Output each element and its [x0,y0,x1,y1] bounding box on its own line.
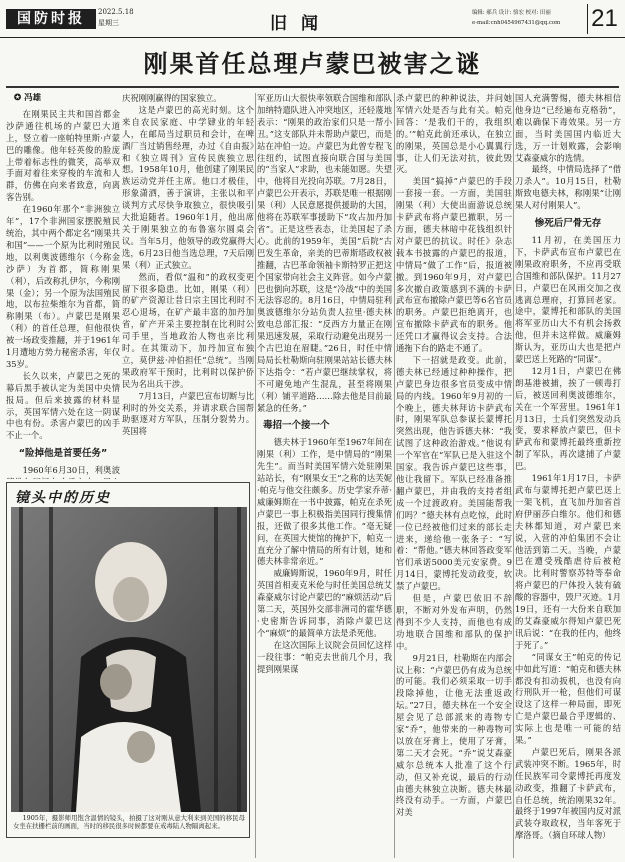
editor-credits: 编辑: 郝兵 设计: 骆宏 校对: 田丽 [472,10,551,16]
column-divider [255,93,256,858]
article-column-2 [122,93,254,479]
paragraph: 这是卢蒙巴的高光时刻。这个来自农民家庭、中学肄业的年轻人，在邮局当过职员和会计，在啤酒厂当过销售经理，办过《自由报》和《独立周刊》宣传民族独立思想。1958年10月，他创建了刚果民族运动党并任主席。他口才极佳，形象潇洒，善于演讲，主张以和平谈判方式尽快争取独立，很快吸引大批追随者。1960年1月，他出席关于刚果独立的布鲁塞尔圆桌会议。当年5月，他领导的政党赢得大选，6月23日他当选总理，7天后刚果（利）正式独立。 [122,104,254,270]
paragraph: 在这次国际上议院会员回忆这样一段往事：“帕克去世前几个月，我提到刚果谋 [257,639,392,674]
article-headline: 刚果首任总理卢蒙巴被害之谜 [143,50,482,78]
section-title: 旧闻 [270,14,332,34]
article-column-1 [6,93,120,479]
photo-caption: 1905年，摄影师用饱含温情的镜头，拍摄了这对刚从意大利来到美国的移民母女坐在扶栅栏前的画面，当时的移民很多时候都要在戒毒陆人物隔离起来。 [13,814,245,831]
masthead [0,0,625,38]
editor-email: e-mail:cnh0454967431@qq.com [472,20,561,26]
paragraph: 但是，卢蒙巴依旧不辞职，不断对外发布声明，仍然得到不少人支持，而他也有成功地联合国维和部队的保护中。 [396,593,512,651]
paragraph: 威廉姆斯说，1960年9月，时任英国首相麦克米伦与时任美国总统艾森豪威尔讨论卢蒙巴的“麻烦活动”后第二天，英国外交部非洲司的霍华德·史密斯告诉同事，消除卢蒙巴这个“麻烦”的最简单方法是杀死他。 [257,568,392,638]
paragraph: 7月13日，卢蒙巴宣布切断与比利时的外交关系，并请求联合国帮助驱逐对方军队，压制分裂势力。英国将 [122,390,254,437]
column-divider [513,93,514,858]
issue-date: 2022.5.18 [98,8,134,16]
paragraph: 1961年1月17日，卡萨武布与蒙博托把卢蒙巴送上一架飞机，直飞加丹加省首府伊丽莎白维尔。他们和德夫林都知道，对卢蒙巴来说，入营的冲伯集团不会让他活到第二天。当晚，卢蒙巴在遭受残酷虐待后被枪决。比利时警察苏特等奉命将卢蒙巴的尸体投入装有硫酸的容器中，毁尸灭迹。1月19日，还有一大份来自联加的艾森豪威尔得知卢蒙巴死讯后说：“在我的任内，他终于死了。” [515,473,621,650]
paragraph: 杀卢蒙巴的种种说法，并问她军情六处是否与此有关。帕克回答：‘是我们干的，我组织的。’”帕克此前还承认，在独立的刚果，英国总是小心翼翼行事，让人们无法对抗，彼此毁灭。 [396,93,512,175]
mother-daughter-photo-illustration [11,507,247,812]
paragraph: 9月21日，杜勒斯在内部会议上称：“卢蒙巴仍有成为总统的可能。我们必须采取一切手段除掉他，让他无法重返政坛。”27日，德夫林在一个安全屋会见了总部派来的毒物专家“乔”，他带来的一种毒物可以放在牙膏上，使用了牙膏，第二天才会死。“乔”说艾森豪威尔总统本人批准了这个行动，但又补充说，最后的行动由德夫林独立决断。德夫林最终没有动手。一方面，卢蒙巴对美 [396,652,512,818]
paragraph: “同谋女王”帕克的传记中如此写道：“帕克和德夫林都没有扣动扳机，也没有向行刑队开一枪，但他们可谋设这了这样一种局面，即死亡是卢蒙巴最合乎逻辑的、实际上也是唯一可能的结果。” [515,651,621,746]
paragraph: 庆祝刚刚赢得的国家独立。 [122,93,222,103]
subheading: “险掉他是首要任务” [18,448,108,460]
paragraph: 德夫林于1960年至1967年间在刚果（利）工作，是中情局的“刚果先生”。而当时美国军情六处驻刚果站站长，有“刚果女王”之称的达芙妮·帕克与他交往颇多。历史学家乔蒂·威廉姆斯在一书中披露，帕克在杀死卢蒙巴一事上积极指美国同行搜集情报，还做了很多其他工作。“毫无疑问，在英国大使馆的掩护下，帕克一直充分了解中情局的所有计划，她和德夫林非常亲近。” [257,437,392,567]
paragraph: 1960年6月30日，利奥波 [22,465,120,476]
page-number: 21 [587,4,621,34]
newspaper-logo: 国防时报 [6,9,96,29]
article-column-4 [396,93,512,858]
article-column-5 [515,93,621,858]
historical-photo [11,507,247,812]
subheading: 毒招一个接一个 [263,420,330,432]
article-column-3 [257,93,392,858]
history-photo-box [6,482,250,838]
issue-weekday: 星期三 [98,19,119,27]
paragraph: 卢蒙巴死后，刚果各派武装冲突不断。1965年，时任民族军司令蒙博托再度发动政变，推翻了卡萨武布，自任总统，统治刚果32年。最终于1997年被国内反对派武装夺取政权，当年客死于摩洛哥。（摘自环球人物） [515,746,621,841]
paragraph: 11月初，在美国压力下，卡萨武布宣布卢蒙巴在刚果政府职务，不应再受联合国维和部队保护。11月27日，卢蒙巴在风雨交加之夜逃离总理府，打算回老家。途中，蒙博托和部队的美国将军亚历山大不有机会扬救他，但并未这样做。威廉姆斯认为，亚历山大也是把卢蒙巴送上死路的“同谋”。 [515,234,621,365]
paragraph: 下一招就是政变。此前，德夫林已经通过种种操作，把卢蒙巴身边很多官员变成中情局的内线。1960年9月初的一个晚上，德夫林拜访卡萨武布时，刚果军队总参谋长蒙博托突然出现，他告诉德夫林：“我试图了这种政治游戏。”他说有一个军官在“军队已是入驻这个国家。我告诉卢蒙巴这些事，他让我留下。军队已经准备推翻卢蒙巴，并由我的支持者组成一个过渡政府。美国能帮我们吗？”德夫林有点吃惊，此时一位已经被他们过来的部长走进来，递给他一张条子：“写着：“帮他。”德夫林回答政变军官们承诺5000美元安家费。9月14日，蒙博托发动政变，软禁了卢蒙巴。 [396,354,512,592]
paragraph: 最终，中情局选择了“借刀杀人”。10月15日，杜勒斯致电德夫林，称刚果“让刚果人对付刚果人”。 [515,164,621,211]
photo-section-title: 镜头中的历史 [15,490,111,506]
paragraph: 在1960年那个“非洲独立年”，17个非洲国家摆脱殖民统治，其中两个都定名“刚果共和国”——一个原为比利时殖民地，以利奥波德维尔（今称金沙萨）为首都，简称刚果（利），后改称扎伊尔，今称刚果（金）；另一个原为法国殖民地，以布拉柴维尔为首都，简称刚果（布）。卢蒙巴是刚果（利）的首任总理，但他很快被一场政变推翻，并于1961年1月遭地方势力秘密杀害，年仅35岁。 [6,204,120,369]
paragraph: 长久以来，卢蒙巴之死的幕后黑手被认定为美国中央情报局。但后来披露的材料显示，英国军情六处在这一阴谋中也有份。杀害卢蒙巴的凶手不止一个。 [6,370,120,441]
headline-divider [6,86,619,88]
paragraph: 美国“搞掉”卢蒙巴的手段一套接一套。一方面，美国驻刚果（利）大使出面游说总统卡萨武布将卢蒙巴撤职，另一方面，德夫林暗中花钱组织针对卢蒙巴的抗议。时任》杂志载本书披露的卢蒙巴的报道，中情局“做了工作”后，报道被撤。到1960年9月，对卢蒙巴多次撤自政策感到不满的卡萨武布宣布撤除卢蒙巴等6名官员的职务。卢蒙巴拒绝离开，也宣布撤除卡萨武布的职务。他还凭口才赢得议会支持。合法通拖下台的路走不通了。 [396,176,512,354]
paragraph: 军亚历山大很快率领联合国维和部队加纳特遣队进入冲突地区，还轻蔑地表示：“刚果的政治家们只是一帮小丑。”这支部队并未帮助卢蒙巴，而是站在冲伯一边。卢蒙巴为此曾专程飞往纽约，试图直接向联合国与美国的“当家人”求助，也未能如愿。失望中，他将目光投向苏联。7月28日，卢蒙巴公开表示，苏联是唯一根据刚果（利）人民意愿提供援助的大国，他将在苏联军事援助下“攻占加丹加省”。正是这些表态，让美国起了杀心。此前的1959年，美国“后院”古巴发生革命，亲美的巴蒂斯塔政权被推翻，古巴革命领袖卡斯特罗正把这个国家带向社会主义阵营。如今卢蒙巴也倒向苏联，这是“冷战”中的美国无法容忍的。8月16日，中情局驻利奥波德维尔分站负责人拉里·德夫林致电总部汇报：“反西方力量正在刚果迅速发展，采取行动避免出现另一个古巴迫在眉睫。”26日，时任中情局局长杜勒斯向驻刚果站站长德夫林下达指令：“若卢蒙巴继续掌权，将不可避免地产生混乱，甚至将刚果（利）铺平道路……除去他是目前最紧急的任务。” [257,93,392,413]
paragraph: 然而，看似“温和”的政权变更留下很多隐患。比如，刚果（利）的矿产资源让昔日宗主国比利时不忍心退场，在矿产最丰富的加丹加省，矿产开采主要控制在比利时公司手里，当地政治人物也亲比利时。在其策动下，加丹加宣布独立，莫伊兹·冲伯担任“总统”。当刚果政府军干预时，比利时以保护侨民为名出兵干涉。 [122,271,254,389]
column-divider [394,93,395,858]
byline: ✪ 冯雄 [14,93,42,103]
paragraph: 在刚果民主共和国首都金沙萨通往机场的卢蒙巴大道上，竖立着一座帕特里斯·卢蒙巴的雕像。他年轻英俊的脸庞上带着标志性的微笑，高举双手面对着往来穿梭的车流和人群，仿佛在向来者致意，向离客告别。 [6,108,120,203]
paragraph: 12月1日，卢蒙巴在佛朗基港被捕，挨了一顿毒打后，被送回利奥波德维尔，关在一个军营里。1961年1月13日，士兵们突然发动兵变，要求释放卢蒙巴，但卡萨武布和蒙博托最终重新控制了军队，再次逮捕了卢蒙巴。 [515,365,621,472]
paragraph: 国人充满警惕，德夫林相信他身边“已经遍布克格勃”，难以确保下毒效果。另一方面，当时美国国内临近大选，万一计划败露，会影响艾森豪威尔的选情。 [515,93,621,163]
subheading: 惨死后尸骨无存 [534,218,602,230]
author-name: 冯雄 [24,93,42,103]
